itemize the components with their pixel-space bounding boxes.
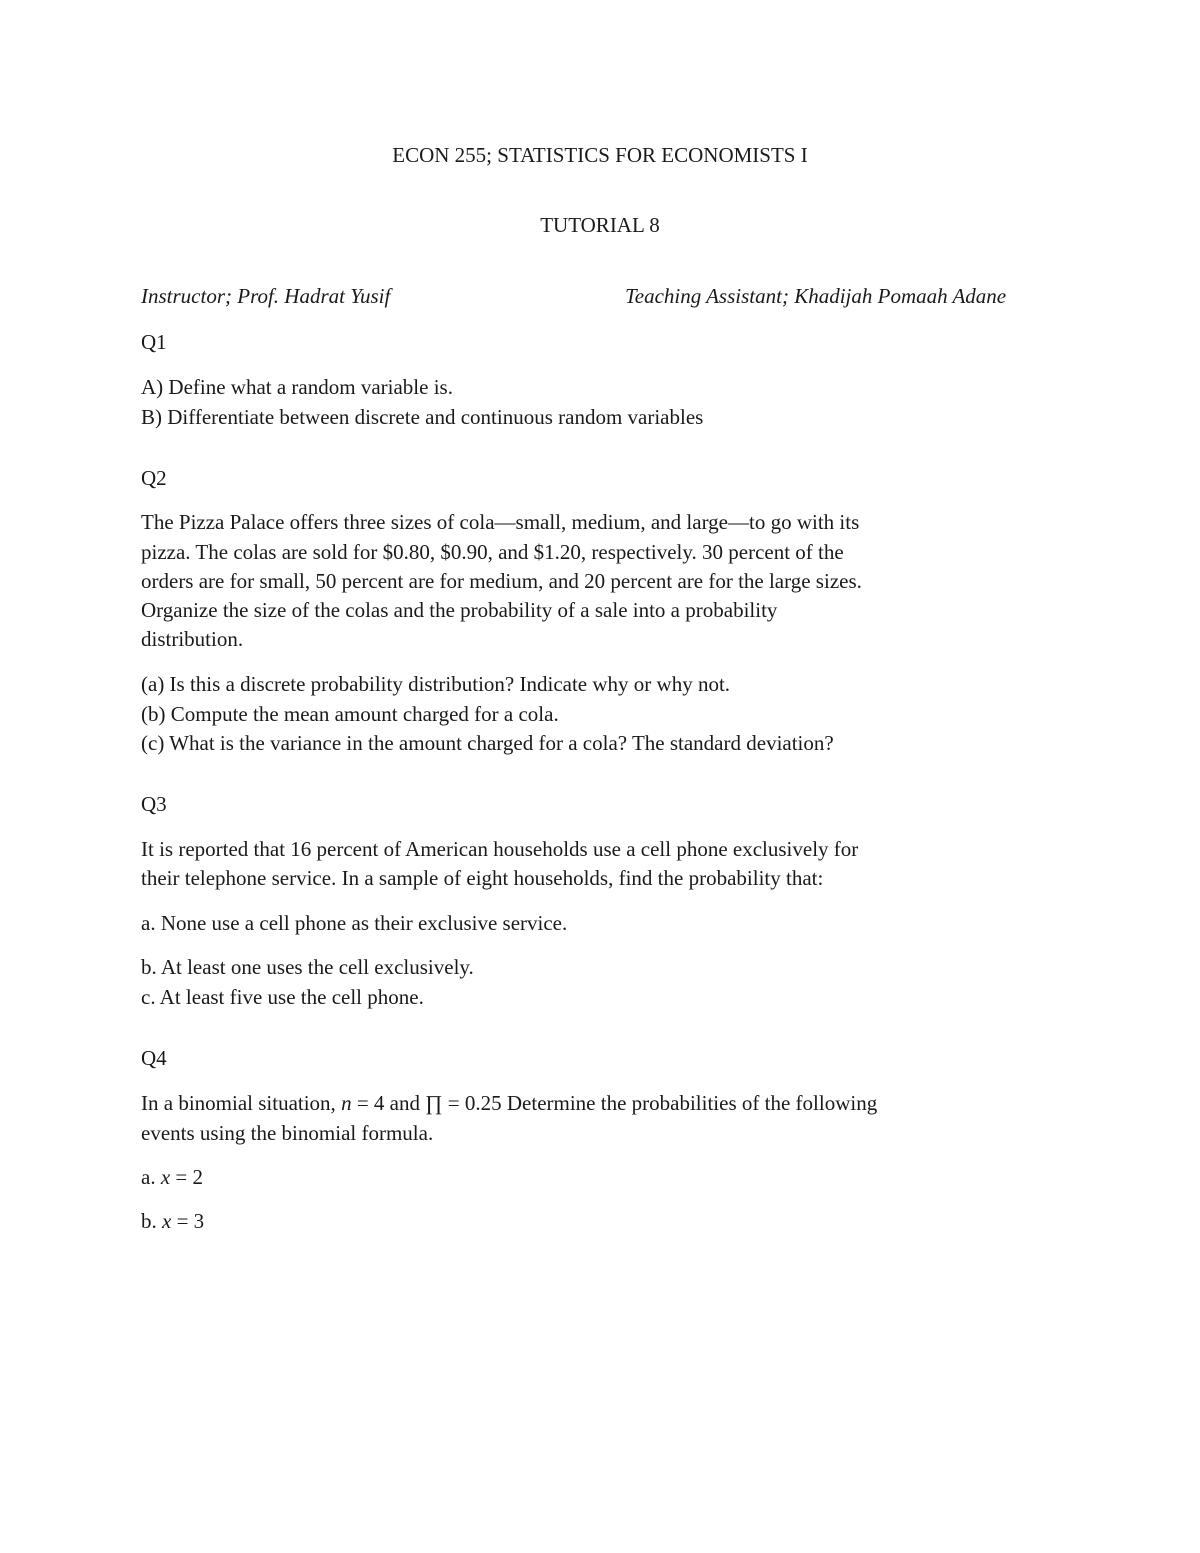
q2-paragraph-line: Organize the size of the colas and the probability of a sale into a probability: [141, 598, 778, 622]
q3-item-b: b. At least one uses the cell exclusively.: [141, 955, 474, 979]
q2-item-c: (c) What is the variance in the amount charged for a cola? The standard deviation?: [141, 731, 834, 755]
pi-symbol: ∏: [425, 1091, 443, 1115]
x-variable: x: [160, 1165, 171, 1189]
q2-paragraph-line: distribution.: [141, 627, 244, 651]
q3-item-a: a. None use a cell phone as their exclusive service.: [141, 911, 568, 935]
q2-paragraph-line: orders are for small, 50 percent are for medium, and 20 percent are for the large sizes.: [141, 569, 862, 593]
q3-label: Q3: [141, 792, 167, 816]
q4-paragraph-line: [141, 1089, 877, 1117]
q3-paragraph-line: their telephone service. In a sample of eight households, find the probability that:: [141, 866, 824, 890]
q4-item-prefix: b.: [141, 1209, 162, 1233]
q4-text: = 4 and: [351, 1091, 426, 1115]
q4-item-value: = 3: [171, 1209, 205, 1233]
q4-label: Q4: [141, 1046, 167, 1070]
q4-text: In a binomial situation,: [141, 1091, 342, 1115]
course-title: ECON 255; STATISTICS FOR ECONOMISTS I: [392, 143, 808, 167]
x-variable: x: [162, 1209, 172, 1233]
q2-item-b: (b) Compute the mean amount charged for a cola.: [141, 702, 559, 726]
q3-item-c: c. At least five use the cell phone.: [141, 985, 424, 1009]
q4-item-b: [141, 1207, 204, 1235]
q2-label: Q2: [141, 466, 167, 490]
q4-item-prefix: a.: [141, 1165, 161, 1189]
q4-paragraph-line: events using the binomial formula.: [141, 1121, 434, 1145]
q2-paragraph-line: pizza. The colas are sold for $0.80, $0.90, and $1.20, respectively. 30 percent of the: [141, 540, 844, 564]
q1-item-b: B) Differentiate between discrete and continuous random variables: [141, 405, 704, 429]
tutorial-title: TUTORIAL 8: [540, 213, 660, 237]
instructor-line: Instructor; Prof. Hadrat Yusif: [141, 284, 391, 308]
q4-text: = 0.25 Determine the probabilities of the following: [442, 1091, 878, 1115]
q4-item-a: [141, 1163, 203, 1191]
q2-paragraph-line: The Pizza Palace offers three sizes of cola—small, medium, and large—to go with its: [141, 510, 860, 534]
q4-item-value: = 2: [170, 1165, 203, 1189]
q1-label: Q1: [141, 330, 167, 354]
q2-item-a: (a) Is this a discrete probability distribution? Indicate why or why not.: [141, 672, 731, 696]
teaching-assistant-line: Teaching Assistant; Khadijah Pomaah Adane: [625, 284, 1007, 308]
q3-paragraph-line: It is reported that 16 percent of American households use a cell phone exclusively for: [141, 837, 859, 861]
n-variable: n: [341, 1091, 352, 1115]
q1-item-a: A) Define what a random variable is.: [141, 375, 453, 399]
